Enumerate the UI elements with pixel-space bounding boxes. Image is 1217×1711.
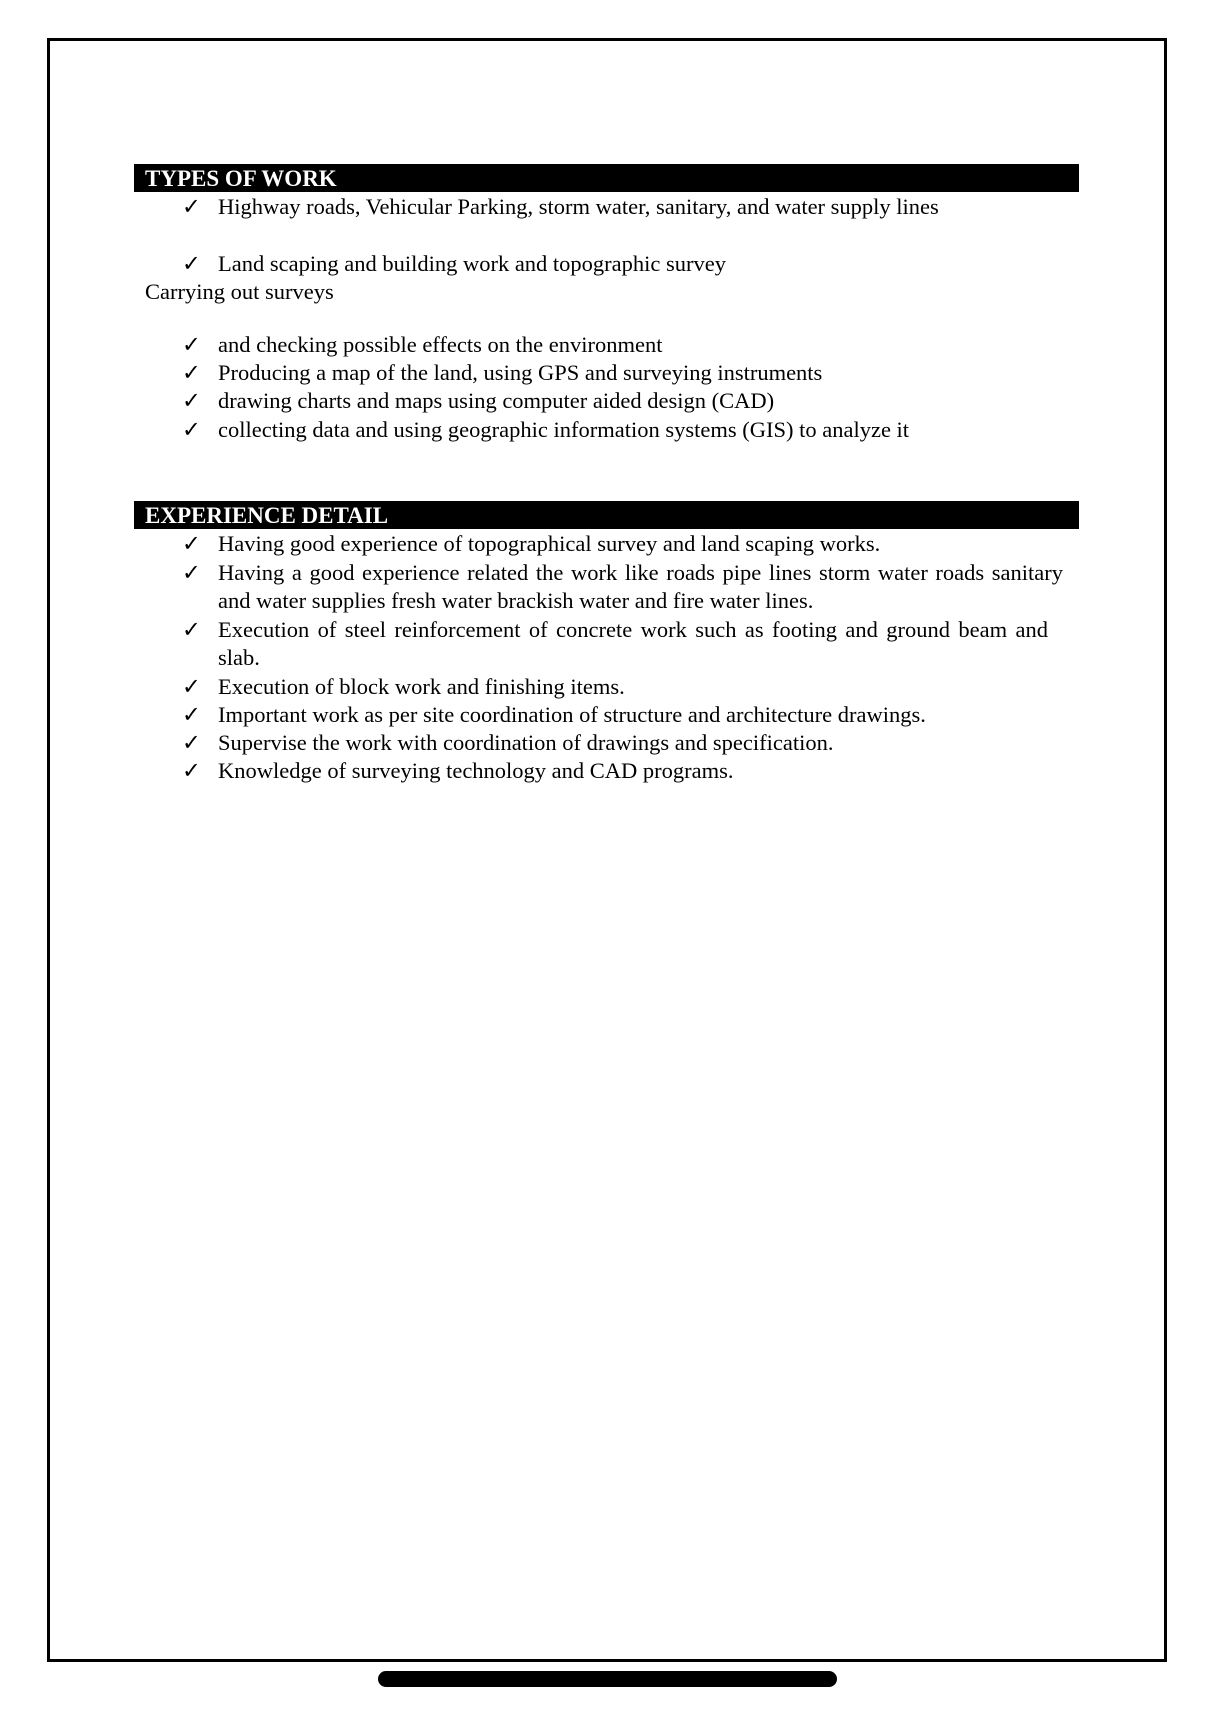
list-item-text: collecting data and using geographic information systems (GIS) to analyze it	[218, 417, 910, 442]
list-item-text: Execution of steel reinforcement of concrete work such as footing and ground beam and slab.	[218, 617, 1048, 670]
checkmark-icon: ✓	[182, 531, 201, 556]
checkmark-icon: ✓	[182, 702, 201, 727]
list-item-text: Highway roads, Vehicular Parking, storm water, sanitary, and water supply lines	[218, 194, 939, 219]
types-of-work-header: TYPES OF WORK	[134, 164, 1079, 192]
checkmark-icon: ✓	[182, 360, 201, 385]
list-item-text: Important work as per site coordination of structure and architecture drawings.	[218, 702, 926, 727]
checkmark-icon: ✓	[182, 758, 201, 783]
list-item-text: Having a good experience related the work like roads pipe lines storm water roads sanitary and water supplies fresh water brackish water and fire water lines.	[218, 560, 1063, 613]
list-item-text: Having good experience of topographical survey and land scaping works.	[218, 531, 881, 556]
checkmark-icon: ✓	[182, 674, 201, 699]
list-item-text: and checking possible effects on the environment	[218, 332, 663, 357]
checkmark-icon: ✓	[182, 251, 201, 276]
surveys-subheading: Carrying out surveys	[145, 279, 334, 304]
experience-detail-header: EXPERIENCE DETAIL	[134, 501, 1079, 529]
checkmark-icon: ✓	[182, 560, 201, 585]
checkmark-icon: ✓	[182, 194, 201, 219]
home-indicator[interactable]	[378, 1671, 837, 1687]
list-item-text: Land scaping and building work and topographic survey	[218, 251, 727, 276]
list-item-text: drawing charts and maps using computer aided design (CAD)	[218, 388, 775, 413]
list-item-text: Execution of block work and finishing items.	[218, 674, 625, 699]
checkmark-icon: ✓	[182, 617, 201, 642]
checkmark-icon: ✓	[182, 388, 201, 413]
checkmark-icon: ✓	[182, 417, 201, 442]
list-item-text: Supervise the work with coordination of drawings and specification.	[218, 730, 834, 755]
checkmark-icon: ✓	[182, 730, 201, 755]
list-item-text: Knowledge of surveying technology and CAD programs.	[218, 758, 734, 783]
checkmark-icon: ✓	[182, 332, 201, 357]
list-item-text: Producing a map of the land, using GPS and surveying instruments	[218, 360, 823, 385]
